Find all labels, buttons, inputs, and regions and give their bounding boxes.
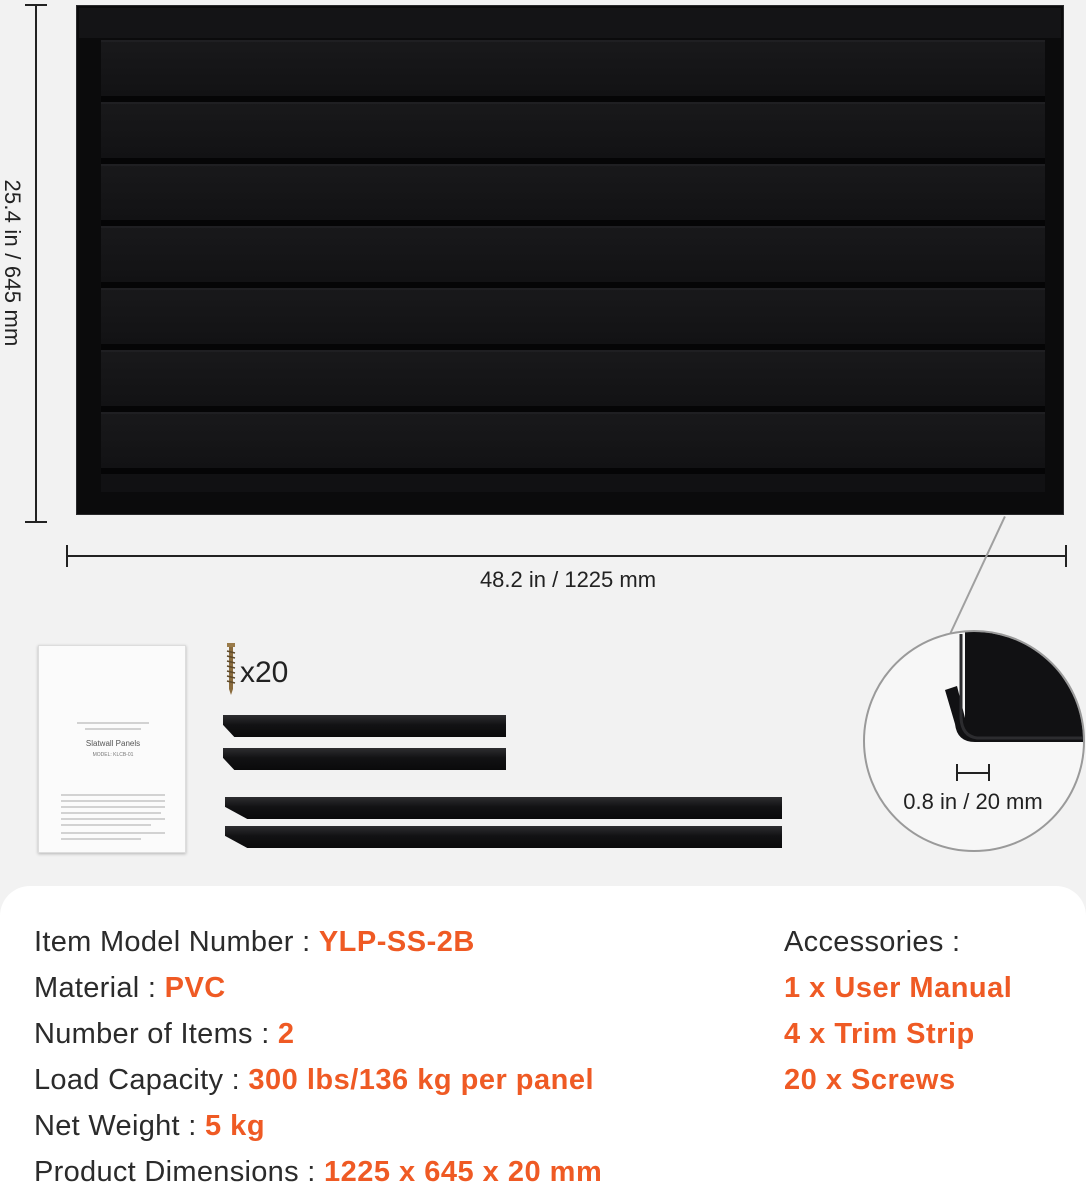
panel-slat xyxy=(101,102,1045,164)
accessory-item: 20 x Screws xyxy=(784,1064,956,1096)
spec-model-number xyxy=(34,926,475,959)
accessory-item: 4 x Trim Strip xyxy=(784,1018,975,1050)
spec-label: Product Dimensions : xyxy=(34,1156,324,1188)
thickness-cap-left xyxy=(956,764,958,781)
panel-slats xyxy=(101,40,1045,492)
panel-slat xyxy=(101,40,1045,102)
manual-model: MODEL: KLCB-01 xyxy=(92,752,134,758)
trim-profile-graphic xyxy=(865,632,1085,852)
spec-value: YLP-SS-2B xyxy=(318,926,475,958)
width-dimension-cap-right xyxy=(1065,545,1067,567)
trim-strip xyxy=(223,715,506,737)
spec-number-of-items xyxy=(34,1018,295,1051)
spec-value: 2 xyxy=(277,1018,295,1050)
spec-product-dimensions xyxy=(34,1156,602,1189)
accessory-item: 1 x User Manual xyxy=(784,972,1013,1004)
panel-slat xyxy=(101,164,1045,226)
trim-strip xyxy=(223,748,506,770)
screw-count-label: x20 xyxy=(240,656,289,689)
spec-label: Net Weight : xyxy=(34,1110,205,1142)
manual-text-line xyxy=(61,838,141,840)
panel-slat xyxy=(101,412,1045,474)
spec-net-weight xyxy=(34,1110,265,1143)
spec-material xyxy=(34,972,226,1005)
user-manual xyxy=(38,645,186,853)
spec-label: Number of Items : xyxy=(34,1018,278,1050)
manual-title: Slatwall Panels xyxy=(85,739,141,748)
spec-label: Item Model Number : xyxy=(34,926,319,958)
manual-text-line xyxy=(61,806,165,808)
spec-value: 1225 x 645 x 20 mm xyxy=(323,1156,603,1188)
spec-value: 300 lbs/136 kg per panel xyxy=(248,1064,595,1096)
width-dimension-label: 48.2 in / 1225 mm xyxy=(479,567,657,592)
width-dimension-line xyxy=(67,555,1067,557)
manual-text-line xyxy=(85,728,141,730)
panel-slat xyxy=(101,350,1045,412)
spec-label: Material : xyxy=(34,972,165,1004)
height-dimension-cap-bottom xyxy=(25,521,47,523)
slatwall-panel xyxy=(76,5,1064,515)
accessories-title: Accessories : xyxy=(784,926,961,958)
manual-text-line xyxy=(61,800,165,802)
height-dimension-cap-top xyxy=(25,4,47,6)
manual-text-line xyxy=(61,812,161,814)
specifications-card xyxy=(0,886,1086,1195)
manual-text-line xyxy=(61,794,165,796)
spec-value: PVC xyxy=(164,972,226,1004)
screw-icon xyxy=(224,643,238,695)
manual-text-line xyxy=(61,832,165,834)
thickness-detail-circle xyxy=(863,630,1085,852)
spec-label: Load Capacity : xyxy=(34,1064,249,1096)
height-dimension-line xyxy=(35,5,37,522)
spec-value: 5 kg xyxy=(205,1110,266,1142)
trim-strip xyxy=(225,826,782,848)
panel-slat xyxy=(101,226,1045,288)
spec-load-capacity xyxy=(34,1064,594,1097)
height-dimension-label: 25.4 in / 645 mm xyxy=(0,179,25,347)
thickness-dimension-label: 0.8 in / 20 mm xyxy=(903,789,1043,814)
trim-strip xyxy=(225,797,782,819)
manual-text-line xyxy=(61,818,165,820)
panel-slat xyxy=(101,288,1045,350)
manual-text-line xyxy=(61,824,151,826)
thickness-cap-right xyxy=(988,764,990,781)
width-dimension-cap-left xyxy=(66,545,68,567)
thickness-dimension-line xyxy=(957,772,989,774)
panel-top-edge xyxy=(79,8,1061,38)
manual-text-line xyxy=(77,722,149,724)
